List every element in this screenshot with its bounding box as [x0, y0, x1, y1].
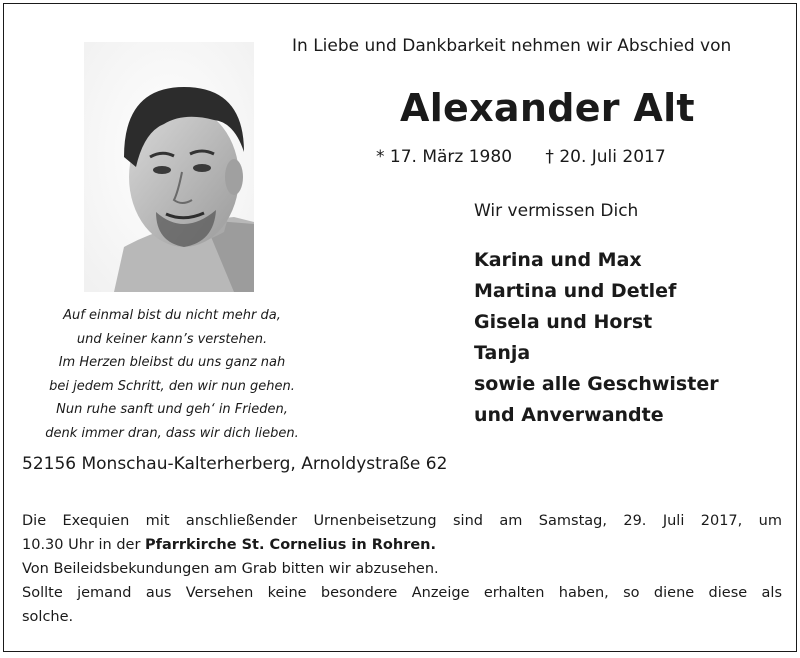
birth-date: * 17. März 1980	[376, 147, 513, 167]
deceased-name: Alexander Alt	[400, 86, 695, 130]
obituary-notice	[3, 3, 797, 652]
poem-line: bei jedem Schritt, den wir nun gehen.	[49, 378, 295, 394]
notice-text: 10.30 Uhr in der	[22, 537, 146, 553]
funeral-notice	[22, 509, 782, 629]
notice-line	[22, 533, 782, 557]
death-date: † 20. Juli 2017	[545, 147, 666, 167]
intro-text: In Liebe und Dankbarkeit nehmen wir Abschied von	[292, 36, 732, 56]
mourner-line: Karina und Max	[474, 249, 642, 271]
notice-line: Die Exequien mit anschließender Urnenbeisetzung sind am Samstag, 29. Juli 2017, um	[22, 513, 782, 529]
poem-line: denk immer dran, dass wir dich lieben.	[45, 425, 299, 441]
mourner-line: sowie alle Geschwister	[474, 373, 719, 395]
notice-line: Sollte jemand aus Versehen keine besondere Anzeige erhalten haben, so diene diese als	[22, 585, 782, 601]
memorial-poem	[16, 304, 328, 445]
poem-line: und keiner kann’s verstehen.	[76, 331, 268, 347]
church-location: Pfarrkirche St. Cornelius in Rohren.	[145, 537, 437, 553]
miss-you-text: Wir vermissen Dich	[474, 201, 639, 221]
poem-line: Im Herzen bleibst du uns ganz nah	[58, 355, 286, 370]
mourner-line: Gisela und Horst	[474, 311, 653, 333]
mourners-list	[474, 245, 719, 431]
notice-line: Von Beileidsbekundungen am Grab bitten wir abzusehen.	[22, 561, 439, 577]
mourner-line: Martina und Detlef	[474, 280, 677, 302]
poem-line: Nun ruhe sanft und geh‘ in Frieden,	[56, 402, 288, 417]
poem-line: Auf einmal bist du nicht mehr da,	[63, 308, 281, 323]
address: 52156 Monschau-Kalterherberg, Arnoldystraße 62	[22, 454, 448, 474]
notice-line: solche.	[22, 609, 74, 625]
mourner-line: und Anverwandte	[474, 404, 664, 426]
portrait-photo	[84, 42, 254, 292]
life-dates	[376, 147, 666, 167]
mourner-line: Tanja	[474, 342, 531, 364]
